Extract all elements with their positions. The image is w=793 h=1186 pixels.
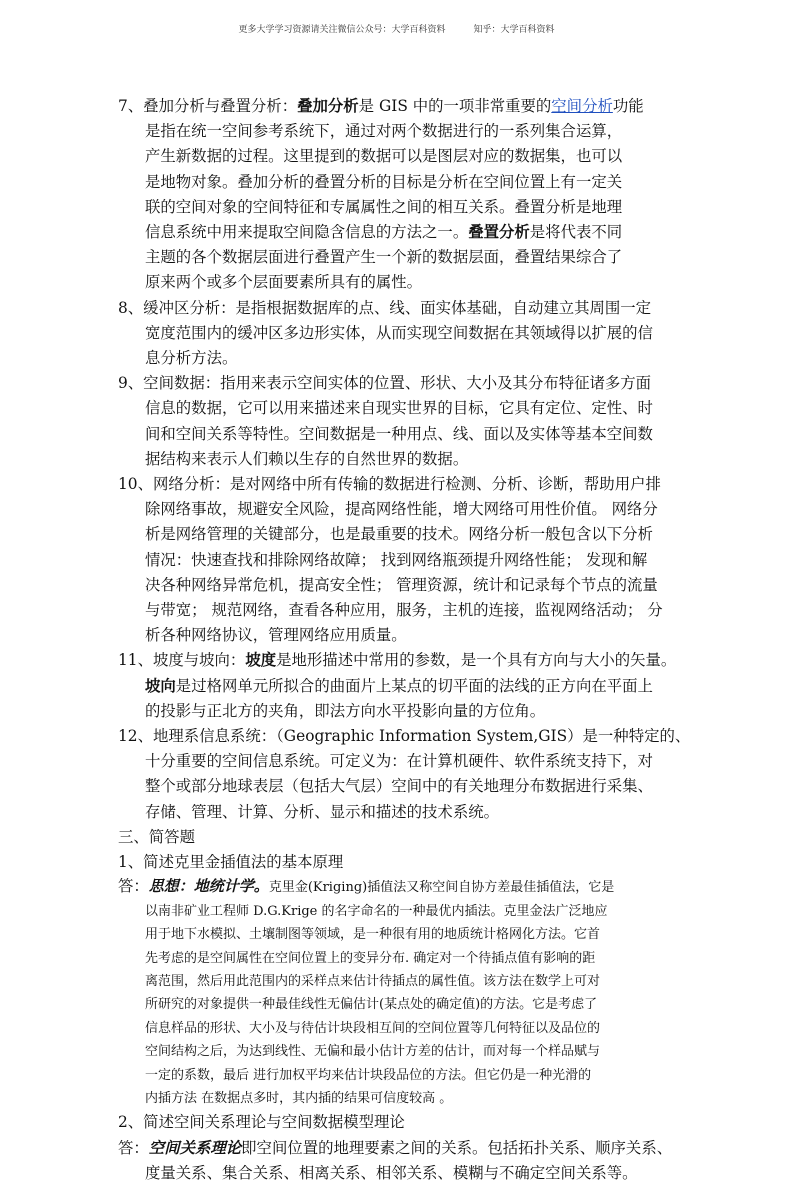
header-wechat-note: 更多大学学习资源请关注微信公众号：大学百科资料 (238, 25, 446, 35)
question-2: 2、简述空间关系理论与空间数据模型理论 (118, 1113, 405, 1132)
item-10-network-analysis: 10、网络分析：是对网络中所有传输的数据进行检测、分析、诊断，帮助用户排 除网络事故，规避安全风险，提高网络性能，增大网络可用性价值。 网络分 析是网络管理的关键部分，也是最重要的技术。网络分析一般包含以下分析 情况：快速查找和排除网络故障； 找到网络瓶颈提升网络性能； 发现和解 决各种网络异常危机，提高安全性； 管理资源，统计和记录每个节点的流量 与带宽； 规范网络，查看各种应用，服务，主机的连接，监视网络活动； 分 析各种网络协议，管理网络应用质量。 (118, 475, 663, 645)
term-overlay-analysis: 叠加分析 (297, 97, 359, 115)
item-11-line-1: 11、坡度与坡向：坡度是地形描述中常用的参数，是一个具有方向与大小的矢量。 (118, 651, 677, 670)
item-7-line-1: 7、叠加分析与叠置分析：叠加分析是 GIS 中的一项非常重要的空间分析功能 (118, 97, 644, 115)
question-1: 1、简述克里金插值法的基本原理 (118, 853, 344, 872)
term-overlay-superposition: 叠置分析 (468, 223, 530, 242)
item-8-buffer-analysis: 8、缓冲区分析：是指根据数据库的点、线、面实体基础，自动建立其周围一定 宽度范围内的缓冲区多边形实体，从而实现空间数据在其领域得以扩展的信 息分析方法。 (118, 298, 653, 368)
answer-2: 答：空间关系理论即空间位置的地理要素之间的关系。包括拓扑关系、顺序关系、 度量关系、集合关系、相离关系、相邻关系、模糊与不确定空间关系等。 (118, 1136, 678, 1186)
item-7-overlay-analysis: 7、叠加分析与叠置分析：叠加分析是 GIS 中的一项非常重要的空间分析功能 是指在统一空间参考系统下，通过对两个数据进行的一系列集合运算， 产生新数据的过程。这里提到的数据可以是图层对应的数据集，也可以 是地物对象。叠加分析的叠置分析的目标是分析在空间位置上有一定关 联的空间对象的空间特征和专属属性之间的相互关系。叠置分析是地理 信息系统中用来提取空间隐含信息的方法之一。叠置分析是将代表不同 主题的各个数据层面进行叠置产生一个新的数据层面，叠置结果综合了 原来两个或多个层面要素所具有的属性。 (118, 94, 678, 296)
answer-1-line-1: 答：思想：地统计学。克里金(Kriging)插值法又称空间自协方差最佳插值法，它是 (118, 877, 615, 896)
spatial-analysis-link[interactable]: 空间分析 (551, 97, 613, 115)
term-aspect: 坡向 (145, 676, 176, 695)
header-zhihu-note: 知乎：大学百科资料 (473, 25, 555, 35)
document-body (118, 94, 691, 1186)
term-slope: 坡度 (245, 651, 277, 670)
answer-2-line-1: 答：空间关系理论即空间位置的地理要素之间的关系。包括拓扑关系、顺序关系、 (118, 1138, 673, 1157)
section-3-heading: 三、简答题 (118, 827, 195, 846)
item-11-line-2: 坡向是过格网单元所拟合的曲面片上某点的切平面的法线的正方向在平面上 (145, 676, 653, 695)
item-11-slope-aspect: 11、坡度与坡向：坡度是地形描述中常用的参数，是一个具有方向与大小的矢量。 坡向是过格网单元所拟合的曲面片上某点的切平面的法线的正方向在平面上 的投影与正北方的夹角，即法方向水平投影向量的方位角。 (118, 648, 678, 724)
answer-1-emphasis: 思想：地统计学。 (148, 877, 269, 896)
answer-2-emphasis: 空间关系理论 (148, 1138, 242, 1157)
item-7-line-6: 信息系统中用来提取空间隐含信息的方法之一。叠置分析是将代表不同 (145, 223, 623, 242)
answer-1: 答：思想：地统计学。克里金(Kriging)插值法又称空间自协方差最佳插值法，它是 以南非矿业工程师 D.G.Krige 的名字命名的一种最优内插法。克里金法广泛地应 用于地下水模拟、土壤制图等领域，是一种很有用的地质统计格网化方法。它首 先考虑的是空间属性在空间位置上的变异分布. 确定对一个待插点值有影响的距 离范围，然后用此范围内的采样点来估计待插点的属性值。该方法在数学上可对 所研究的对象提供一种最佳线性无偏估计(某点处的确定值)的方法。它是考虑了 信息样品的形状、大小及与待估计块段相互间的空间位置等几何特征以及品位的 空间结构之后，为达到线性、无偏和最小估计方差的估计，而对每一个样品赋与 一定的系数，最后 进行加权平均来估计块段品位的方法。但它仍是一种光滑的 内插方法 在数据点多时，其内插的结果可信度较高 。 (118, 875, 678, 1110)
item-12-gis: 12、地理系信息系统：（Geographic Information System,GIS）是一种特定的、 十分重要的空间信息系统。可定义为：在计算机硬件、软件系统支持下，对 整个或部分地球表层（包括大气层）空间中的有关地理分布数据进行采集、 存储、管理、计算、分析、显示和描述的技术系统。 (118, 727, 691, 821)
item-9-spatial-data: 9、空间数据：指用来表示空间实体的位置、形状、大小及其分布特征诸多方面 信息的数据，它可以用来描述来自现实世界的目标，它具有定位、定性、时 间和空间关系等特性。空间数据是一种用点、线、面以及实体等基本空间数 据结构来表示人们赖以生存的自然世界的数据。 (118, 374, 653, 468)
page-header (0, 22, 793, 35)
